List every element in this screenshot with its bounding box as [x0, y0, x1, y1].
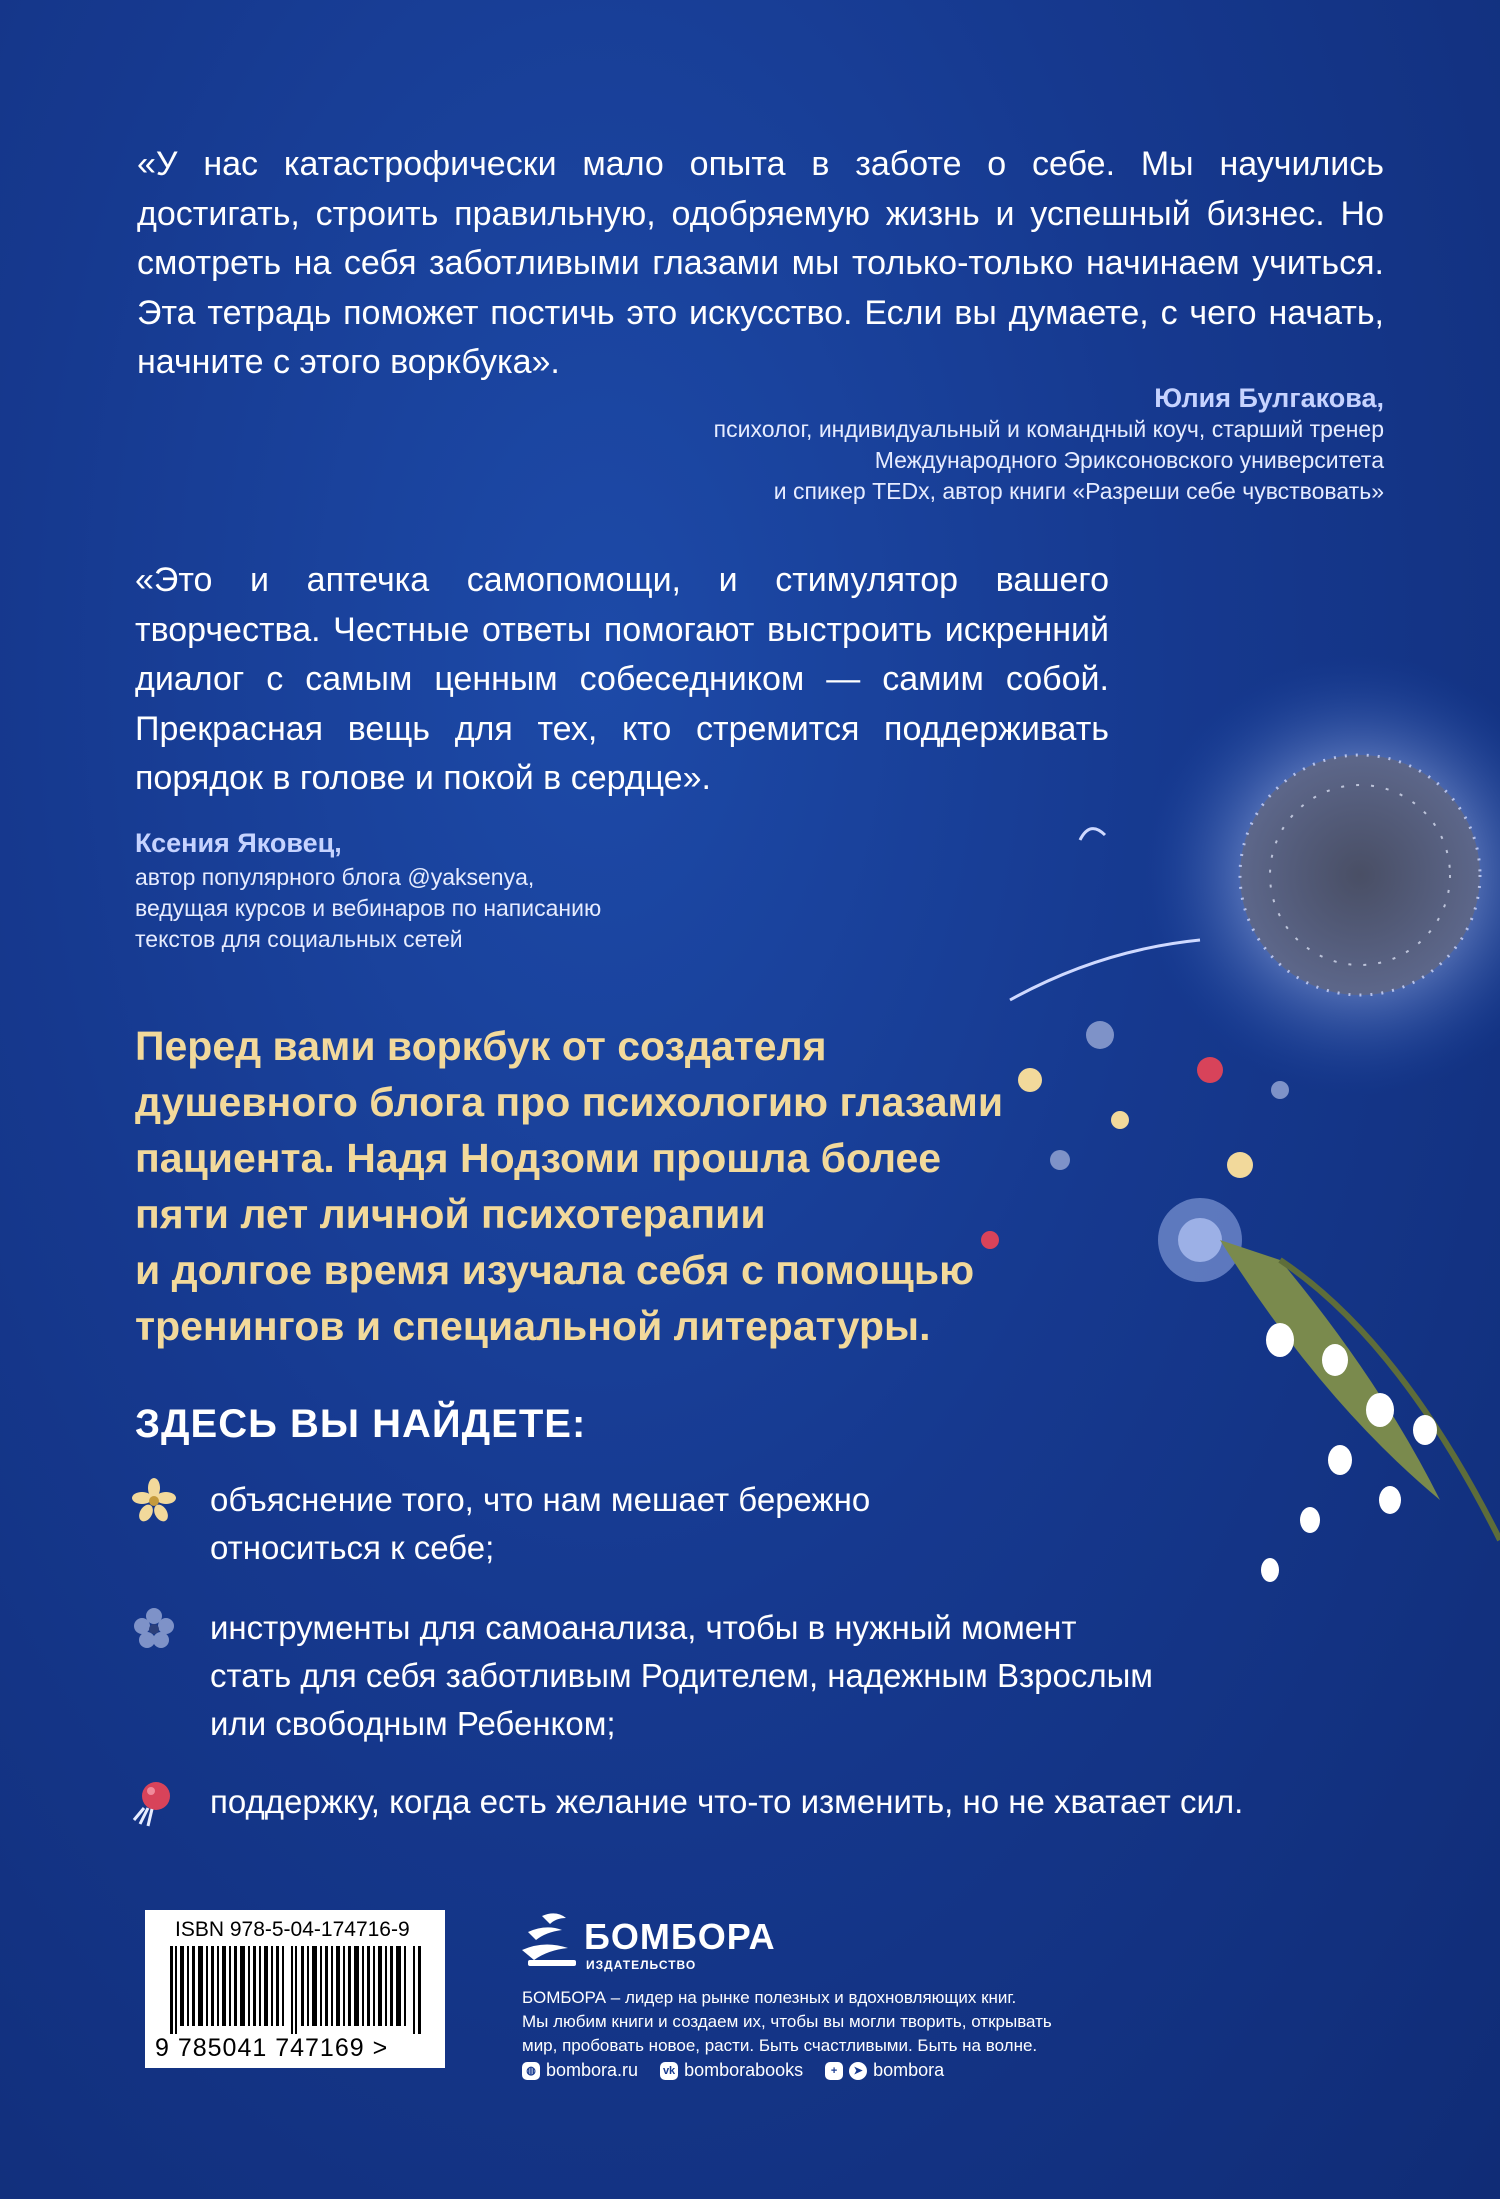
social-links: [522, 2060, 944, 2081]
bullet-line: или свободным Ребенком;: [210, 1705, 616, 1742]
publisher-subtitle: ИЗДАТЕЛЬСТВО: [586, 1958, 697, 1972]
bullet-line: относиться к себе;: [210, 1529, 495, 1566]
star-flower-icon: [130, 1476, 178, 1524]
credential-line: ведущая курсов и вебинаров по написанию: [135, 895, 602, 921]
plus-icon: +: [825, 2062, 843, 2080]
bullet-text-2: [210, 1604, 1153, 1748]
intro-line: Перед вами воркбук от создателя: [135, 1023, 827, 1069]
dandelion-icon: [1140, 655, 1500, 1095]
barcode-box: [145, 1910, 445, 2068]
blue-flower-icon: [130, 1604, 178, 1652]
bombora-logo-icon: [522, 1910, 582, 1972]
telegram-icon: ➤: [849, 2062, 867, 2080]
social-label: bombora.ru: [546, 2060, 639, 2080]
bullet-text-3: [210, 1778, 1243, 1826]
publisher-desc-line: Мы любим книги и создаем их, чтобы вы могли творить, открывать: [522, 2012, 1052, 2031]
bullet-line: стать для себя заботливым Родителем, надежным Взрослым: [210, 1657, 1153, 1694]
review-quote-2: «Это и аптечка самопомощи, и стимулятор вашего творчества. Честные ответы помогают выстроить искренний диалог с самым ценным собеседником — самим собой. Прекрасная вещь для тех, кто стремится поддерживать порядок в голове и покой в сердце».: [135, 561, 1109, 797]
social-link-telegram[interactable]: [825, 2060, 944, 2081]
book-intro: [135, 1018, 1003, 1354]
berry-icon: [130, 1778, 178, 1830]
review-author-1: Юлия Булгакова,: [1154, 383, 1384, 413]
credential-line: и спикер TEDx, автор книги «Разреши себе чувствовать»: [773, 478, 1384, 504]
bullet-item: [130, 1778, 178, 1835]
review-author-2-credentials: [135, 862, 601, 955]
publisher-desc-line: мир, пробовать новое, расти. Быть счастливыми. Быть на волне.: [522, 2036, 1038, 2055]
bullet-line: инструменты для самоанализа, чтобы в нужный момент: [210, 1609, 1077, 1646]
publisher-description: [522, 1986, 1052, 2058]
bullet-line: поддержку, когда есть желание что-то изменить, но не хватает сил.: [210, 1783, 1244, 1820]
bullet-item: [130, 1476, 178, 1529]
credential-line: Международного Эриксоновского университета: [874, 447, 1384, 473]
bullet-text-1: [210, 1476, 870, 1572]
credential-line: текстов для социальных сетей: [135, 926, 463, 952]
publisher-logo: [522, 1908, 776, 1978]
globe-icon: ◍: [522, 2062, 540, 2080]
social-link-website[interactable]: [522, 2060, 638, 2081]
bullet-line: объяснение того, что нам мешает бережно: [210, 1481, 871, 1518]
social-label: bombora: [873, 2060, 945, 2080]
intro-line: пациента. Надя Нодзоми прошла более: [135, 1135, 942, 1181]
thistle-flower-icon: [1158, 1198, 1242, 1282]
publisher-name: БОМБОРА: [584, 1916, 776, 1957]
isbn-label: ISBN 978-5-04-174716-9: [175, 1918, 410, 1941]
section-title: ЗДЕСЬ ВЫ НАЙДЕТЕ:: [135, 1402, 587, 1446]
publisher-desc-line: БОМБОРА – лидер на рынке полезных и вдохновляющих книг.: [522, 1988, 1017, 2007]
review-author-2: Ксения Яковец,: [135, 828, 342, 858]
review-quote-1: «У нас катастрофически мало опыта в заботе о себе. Мы научились достигать, строить правильную, одобряемую жизнь и успешный бизнес. Но смотреть на себя заботливыми глазами мы только-только начинаем учиться. Эта тетрадь поможет постичь это искусство. Если вы думаете, с чего начать, начните с этого воркбука».: [137, 145, 1384, 381]
intro-line: душевного блога про психологию глазами: [135, 1079, 1004, 1125]
social-link-vk[interactable]: [660, 2060, 803, 2081]
intro-line: и долгое время изучала себя с помощью: [135, 1247, 975, 1293]
barcode-icon: [170, 1946, 422, 2034]
barcode-digits: 9 785041 747169 >: [155, 2034, 389, 2062]
intro-line: тренингов и специальной литературы.: [135, 1303, 931, 1349]
intro-line: пяти лет личной психотерапии: [135, 1191, 766, 1237]
credential-line: автор популярного блога @yaksenya,: [135, 864, 535, 890]
vk-icon: vk: [660, 2062, 678, 2080]
review-author-1-credentials: [714, 414, 1384, 507]
bullet-item: [130, 1604, 178, 1657]
credential-line: психолог, индивидуальный и командный коуч, старший тренер: [713, 416, 1384, 442]
social-label: bomborabooks: [684, 2060, 804, 2080]
